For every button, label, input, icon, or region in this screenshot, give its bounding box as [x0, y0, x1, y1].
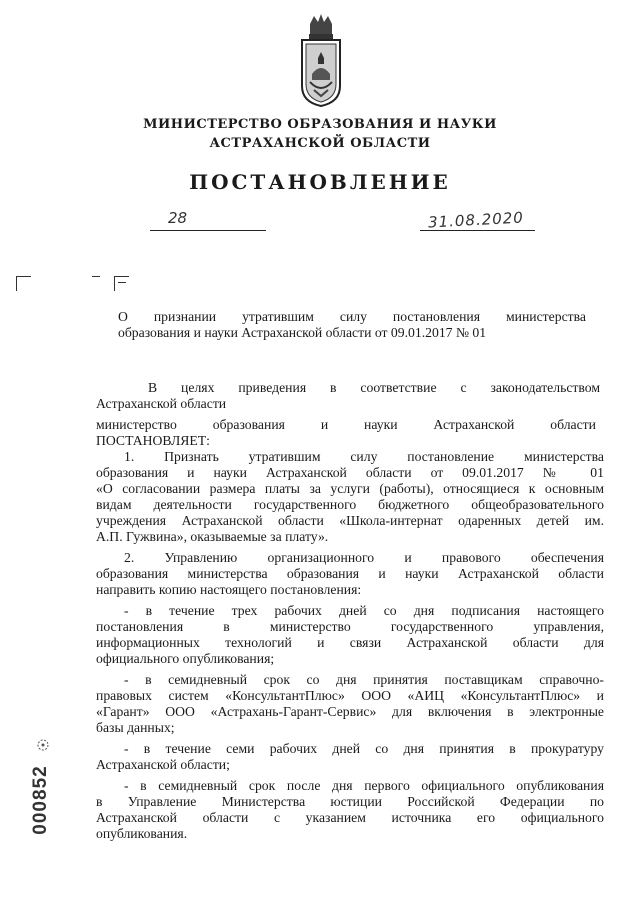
- star-emblem-icon: [36, 738, 50, 752]
- ministry-name-line2: АСТРАХАНСКОЙ ОБЛАСТИ: [209, 136, 431, 151]
- body-p5-line4: базы данных;: [96, 720, 175, 735]
- body-p7-line1: - в семидневный срок после дня первого официального опубликования: [124, 778, 604, 793]
- body-p5-line1: - в семидневный срок со дня принятия поставщикам справочно-: [124, 672, 604, 687]
- body-p7-line3: Астраханской области с указанием источника его официального: [96, 810, 604, 825]
- body-p7-line4: опубликования.: [96, 826, 188, 841]
- coat-of-arms-emblem: [294, 12, 348, 108]
- bracket-mark-tick: [92, 276, 100, 277]
- number-underline: [150, 230, 266, 231]
- serial-number: 000852: [30, 765, 51, 835]
- bracket-mark-middle: [114, 276, 129, 291]
- body-p2-line4: видам деятельности государственного бюджетного общеобразовательного: [96, 497, 604, 512]
- body-p2-line6: А.П. Гужвина», оказываемые за плату».: [96, 529, 329, 544]
- body-p2-line3: «О согласовании размера платы за услуги (работы), относящиеся к основным: [96, 481, 604, 496]
- body-p1-line4: ПОСТАНОВЛЯЕТ:: [96, 433, 210, 448]
- body-p2-line2: образования и науки Астраханской области от 09.01.2017 № 01: [96, 465, 604, 480]
- document-number-handwritten: 28: [168, 209, 188, 227]
- title-line-2: образования и науки Астраханской области от 09.01.2017 № 01: [118, 325, 487, 340]
- document-date-handwritten: 31.08.2020: [427, 208, 525, 232]
- body-p4-line1: - в течение трех рабочих дней со дня подписания настоящего: [124, 603, 604, 618]
- body-p7-line2: в Управление Министерства юстиции Российской Федерации по: [96, 794, 604, 809]
- body-p2-line5: учреждения Астраханской области «Школа-интернат одаренных детей им.: [96, 513, 604, 528]
- body-p4-line2: постановления в министерство государственного управления,: [96, 619, 604, 634]
- body-p5-line3: «Гарант» ООО «Астрахань-Гарант-Сервис» для включения в электронные: [96, 704, 604, 719]
- body-p4-line4: официального опубликования;: [96, 651, 275, 666]
- title-line-1: О признании утратившим силу постановления министерства: [118, 309, 586, 324]
- body-p2-line1: 1. Признать утратившим силу постановление министерства: [124, 449, 604, 464]
- body-p6-line2: Астраханской области;: [96, 757, 230, 772]
- body-p6-line1: - в течение семи рабочих дней со дня принятия в прокуратуру: [124, 741, 604, 756]
- body-p3-line3: направить копию настоящего постановления:: [96, 582, 362, 597]
- body-p1-line1: В целях приведения в соответствие с законодательством: [148, 380, 600, 395]
- body-p5-line2: правовых систем «КонсультантПлюс» ООО «АИЦ «КонсультантПлюс» и: [96, 688, 604, 703]
- bracket-mark-tick-2: [118, 282, 126, 283]
- body-p3-line2: образования министерства образования и науки Астраханской области: [96, 566, 604, 581]
- body-p1-line3: министерство образования и науки Астраханской области: [96, 417, 596, 432]
- body-p4-line3: информационных технологий и связи Астраханской области для: [96, 635, 604, 650]
- body-p3-line1: 2. Управлению организационного и правового обеспечения: [124, 550, 604, 565]
- document-type-title: ПОСТАНОВЛЕНИЕ: [189, 170, 451, 194]
- bracket-mark-left: [16, 276, 31, 291]
- body-p1-line2: Астраханской области: [96, 396, 227, 411]
- ministry-name-line1: МИНИСТЕРСТВО ОБРАЗОВАНИЯ И НАУКИ: [143, 117, 497, 132]
